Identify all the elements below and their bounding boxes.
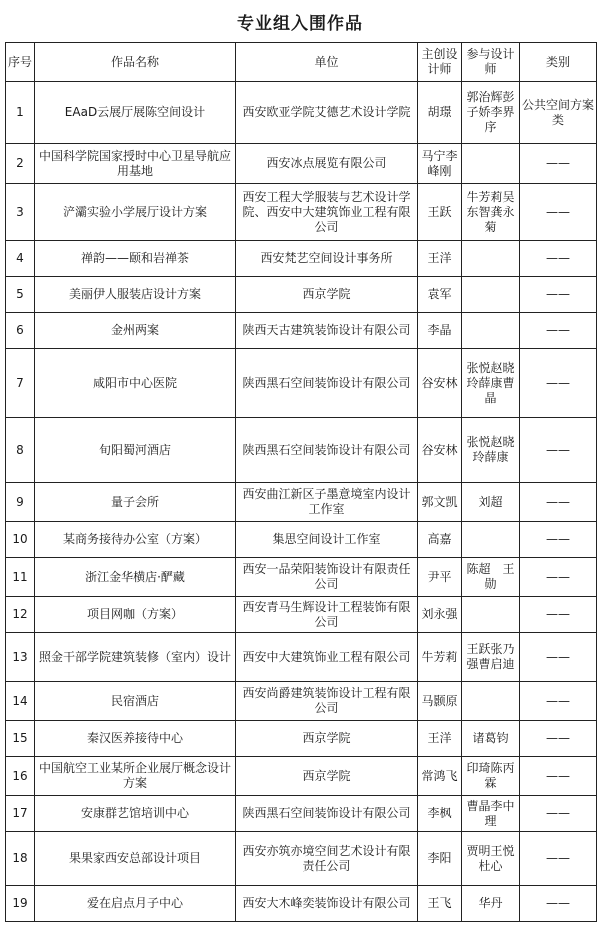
table-row (6, 682, 597, 721)
cell-participants: 曹晶李中理 (462, 796, 520, 832)
cell-designer: 牛芳莉 (418, 633, 462, 682)
cell-participants: 郭治辉彭子娇李界序 (462, 82, 520, 144)
cell-designer: 王飞 (418, 886, 462, 922)
cell-category: —— (520, 886, 597, 922)
cell-category: —— (520, 796, 597, 832)
cell-unit: 陕西黑石空间装饰设计有限公司 (236, 418, 418, 483)
cell-participants: 华丹 (462, 886, 520, 922)
cell-designer: 马宁李峰刚 (418, 144, 462, 184)
cell-unit: 西京学院 (236, 277, 418, 313)
header-category: 类别 (520, 43, 597, 82)
cell-name: 民宿酒店 (35, 682, 236, 721)
cell-participants: 张悦赵晓玲薛康 (462, 418, 520, 483)
cell-no: 13 (6, 633, 35, 682)
cell-unit: 西安中大建筑饰业工程有限公司 (236, 633, 418, 682)
cell-no: 12 (6, 597, 35, 633)
cell-category: —— (520, 682, 597, 721)
cell-no: 18 (6, 832, 35, 886)
cell-name: 照金干部学院建筑装修（室内）设计 (35, 633, 236, 682)
cell-no: 9 (6, 483, 35, 522)
cell-designer: 马颢原 (418, 682, 462, 721)
table-row (6, 832, 597, 886)
cell-name: 禅韵——颐和岩禅茶 (35, 241, 236, 277)
cell-no: 5 (6, 277, 35, 313)
table-row (6, 313, 597, 349)
cell-designer: 谷安林 (418, 349, 462, 418)
cell-no: 3 (6, 184, 35, 241)
cell-designer: 王洋 (418, 241, 462, 277)
cell-participants (462, 277, 520, 313)
cell-category: —— (520, 144, 597, 184)
cell-unit: 西安欧亚学院艾德艺术设计学院 (236, 82, 418, 144)
cell-unit: 西安曲江新区子墨意境室内设计工作室 (236, 483, 418, 522)
cell-name: 果果家西安总部设计项目 (35, 832, 236, 886)
cell-participants (462, 144, 520, 184)
finalist-table (5, 42, 597, 922)
cell-designer: 袁军 (418, 277, 462, 313)
cell-name: 美丽伊人服装店设计方案 (35, 277, 236, 313)
cell-participants (462, 241, 520, 277)
table-row (6, 483, 597, 522)
header-designer: 主创设计师 (418, 43, 462, 82)
cell-category: —— (520, 597, 597, 633)
cell-designer: 李晶 (418, 313, 462, 349)
cell-participants: 贾明王悦杜心 (462, 832, 520, 886)
cell-unit: 西安亦筑亦境空间艺术设计有限责任公司 (236, 832, 418, 886)
cell-no: 6 (6, 313, 35, 349)
cell-participants (462, 682, 520, 721)
cell-unit: 集思空间设计工作室 (236, 522, 418, 558)
cell-participants: 印琦陈丙霖 (462, 757, 520, 796)
cell-no: 11 (6, 558, 35, 597)
cell-category: —— (520, 241, 597, 277)
cell-designer: 刘永强 (418, 597, 462, 633)
cell-category: —— (520, 349, 597, 418)
cell-name: 浐灞实验小学展厅设计方案 (35, 184, 236, 241)
cell-no: 19 (6, 886, 35, 922)
cell-name: 中国科学院国家授时中心卫星导航应用基地 (35, 144, 236, 184)
cell-designer: 常鸿飞 (418, 757, 462, 796)
cell-category: —— (520, 832, 597, 886)
cell-designer: 郭文凯 (418, 483, 462, 522)
cell-category: —— (520, 522, 597, 558)
table-row (6, 886, 597, 922)
cell-participants: 王跃张乃强曹启迪 (462, 633, 520, 682)
cell-no: 4 (6, 241, 35, 277)
cell-category: —— (520, 418, 597, 483)
cell-designer: 李枫 (418, 796, 462, 832)
table-row (6, 721, 597, 757)
cell-unit: 西安大木峰奕装饰设计有限公司 (236, 886, 418, 922)
cell-unit: 西安尚爵建筑装饰设计工程有限公司 (236, 682, 418, 721)
cell-participants: 牛芳莉吴东智龚永菊 (462, 184, 520, 241)
header-unit: 单位 (236, 43, 418, 82)
cell-no: 1 (6, 82, 35, 144)
cell-category: —— (520, 558, 597, 597)
cell-unit: 西安工程大学服装与艺术设计学院、西安中大建筑饰业工程有限公司 (236, 184, 418, 241)
cell-no: 8 (6, 418, 35, 483)
table-row (6, 277, 597, 313)
cell-unit: 西安梵艺空间设计事务所 (236, 241, 418, 277)
cell-name: 秦汉医养接待中心 (35, 721, 236, 757)
table-row (6, 558, 597, 597)
cell-category: —— (520, 184, 597, 241)
cell-unit: 陕西黑石空间装饰设计有限公司 (236, 349, 418, 418)
cell-unit: 西京学院 (236, 757, 418, 796)
cell-no: 15 (6, 721, 35, 757)
cell-no: 2 (6, 144, 35, 184)
table-header-row (6, 43, 597, 82)
table-row (6, 349, 597, 418)
cell-designer: 谷安林 (418, 418, 462, 483)
cell-category: —— (520, 483, 597, 522)
cell-name: 项目网咖（方案） (35, 597, 236, 633)
cell-category: —— (520, 277, 597, 313)
cell-participants: 诸葛钧 (462, 721, 520, 757)
cell-category: —— (520, 757, 597, 796)
table-row (6, 184, 597, 241)
header-name: 作品名称 (35, 43, 236, 82)
cell-designer: 李阳 (418, 832, 462, 886)
cell-category: —— (520, 633, 597, 682)
cell-name: 安康群艺馆培训中心 (35, 796, 236, 832)
table-row (6, 144, 597, 184)
header-no: 序号 (6, 43, 35, 82)
table-row (6, 633, 597, 682)
cell-designer: 高嘉 (418, 522, 462, 558)
cell-no: 10 (6, 522, 35, 558)
table-row (6, 82, 597, 144)
cell-category: —— (520, 313, 597, 349)
table-row (6, 418, 597, 483)
cell-unit: 西安一品荣阳装饰设计有限责任公司 (236, 558, 418, 597)
cell-no: 17 (6, 796, 35, 832)
header-participants: 参与设计师 (462, 43, 520, 82)
cell-participants: 张悦赵晓玲薛康曹晶 (462, 349, 520, 418)
cell-no: 7 (6, 349, 35, 418)
cell-designer: 王洋 (418, 721, 462, 757)
cell-participants (462, 522, 520, 558)
page-title: 专业组入围作品 (237, 14, 363, 34)
cell-category: —— (520, 721, 597, 757)
cell-name: 金州两案 (35, 313, 236, 349)
cell-designer: 尹平 (418, 558, 462, 597)
table-row (6, 796, 597, 832)
cell-designer: 王跃 (418, 184, 462, 241)
cell-unit: 西安青马生辉设计工程装饰有限公司 (236, 597, 418, 633)
cell-name: EAaD云展厅展陈空间设计 (35, 82, 236, 144)
cell-participants (462, 313, 520, 349)
cell-name: 爱在启点月子中心 (35, 886, 236, 922)
cell-unit: 陕西黑石空间装饰设计有限公司 (236, 796, 418, 832)
cell-category: 公共空间方案类 (520, 82, 597, 144)
table-row (6, 522, 597, 558)
cell-unit: 陕西天古建筑装饰设计有限公司 (236, 313, 418, 349)
cell-no: 16 (6, 757, 35, 796)
cell-name: 量子会所 (35, 483, 236, 522)
table-row (6, 757, 597, 796)
cell-designer: 胡璟 (418, 82, 462, 144)
table-row (6, 597, 597, 633)
cell-unit: 西安冰点展览有限公司 (236, 144, 418, 184)
cell-name: 旬阳蜀河酒店 (35, 418, 236, 483)
cell-unit: 西京学院 (236, 721, 418, 757)
cell-participants: 陈超 王勋 (462, 558, 520, 597)
table-row (6, 241, 597, 277)
cell-participants: 刘超 (462, 483, 520, 522)
cell-no: 14 (6, 682, 35, 721)
cell-name: 中国航空工业某所企业展厅概念设计方案 (35, 757, 236, 796)
cell-name: 浙江金华横店·酽藏 (35, 558, 236, 597)
cell-name: 某商务接待办公室（方案） (35, 522, 236, 558)
cell-name: 咸阳市中心医院 (35, 349, 236, 418)
cell-participants (462, 597, 520, 633)
